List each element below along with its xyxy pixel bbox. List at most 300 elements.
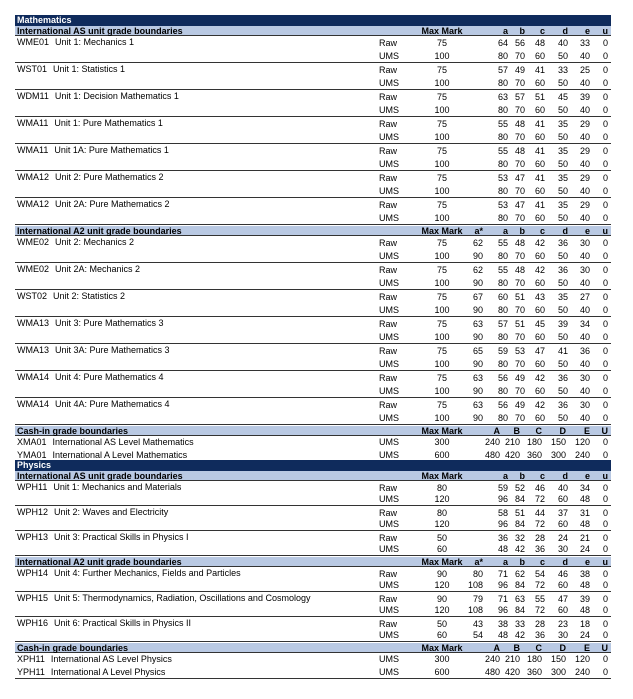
mark-type: UMS <box>379 132 399 142</box>
unit-code: WPH11 <box>17 482 48 492</box>
grade-value: 80 <box>497 132 508 142</box>
grade-value: 70 <box>514 213 525 223</box>
unit-code: WPH15 <box>17 593 49 603</box>
table-row <box>15 264 611 290</box>
grade-line <box>15 400 611 411</box>
unit-name: Unit 4: Further Mechanics, Fields and Particles <box>54 568 241 578</box>
grade-value: 0 <box>602 413 608 423</box>
grade-value: 50 <box>557 413 568 423</box>
grade-line <box>15 667 611 678</box>
max-mark: 75 <box>436 373 447 383</box>
grade-header: a* <box>474 557 483 567</box>
grade-value: 34 <box>579 483 590 493</box>
mark-type: UMS <box>379 359 399 369</box>
mark-type: Raw <box>379 65 398 75</box>
grade-value: 21 <box>579 533 590 543</box>
grade-value: 50 <box>557 51 568 61</box>
grade-value: 60 <box>534 386 545 396</box>
grade-line <box>15 38 611 49</box>
grade-value: 54 <box>472 630 483 640</box>
max-mark: 90 <box>436 594 447 604</box>
grade-line <box>15 213 611 224</box>
section-title: Cash-in grade boundaries <box>17 643 129 653</box>
grade-value: 32 <box>514 533 525 543</box>
grade-value: 0 <box>602 605 608 615</box>
grade-value: 40 <box>579 278 590 288</box>
grade-value: 120 <box>574 437 590 447</box>
unit-name: International A Level Physics <box>50 667 166 677</box>
grade-value: 0 <box>602 292 608 302</box>
grade-value: 58 <box>497 508 508 518</box>
grade-line <box>15 580 611 591</box>
grade-value: 0 <box>602 450 608 460</box>
unit-code: WDM11 <box>17 91 49 101</box>
grade-value: 0 <box>602 38 608 48</box>
grade-value: 40 <box>579 78 590 88</box>
grade-value: 56 <box>514 38 525 48</box>
unit-code: XMA01 <box>17 437 47 447</box>
mark-type: UMS <box>379 251 399 261</box>
grade-header: u <box>602 226 608 236</box>
grade-value: 60 <box>534 186 545 196</box>
grade-value: 53 <box>497 173 508 183</box>
grade-header: d <box>562 557 568 567</box>
grade-value: 55 <box>497 119 508 129</box>
section-title: Cash-in grade boundaries <box>17 426 129 436</box>
grade-line <box>15 332 611 343</box>
unit-code: WMA13 <box>17 318 50 328</box>
grade-line <box>15 569 611 580</box>
grade-value: 70 <box>514 186 525 196</box>
grade-value: 50 <box>557 132 568 142</box>
mark-type: Raw <box>379 373 398 383</box>
grade-line <box>15 359 611 370</box>
grade-value: 55 <box>534 594 545 604</box>
grade-value: 40 <box>579 332 590 342</box>
max-mark: 50 <box>436 533 447 543</box>
grade-value: 420 <box>504 450 520 460</box>
grade-value: 62 <box>514 569 525 579</box>
grade-value: 29 <box>579 119 590 129</box>
grade-value: 24 <box>579 630 590 640</box>
grade-value: 60 <box>534 332 545 342</box>
grade-value: 360 <box>526 667 542 677</box>
grade-value: 90 <box>472 413 483 423</box>
grade-value: 72 <box>534 580 545 590</box>
max-mark: 60 <box>436 544 447 554</box>
grade-value: 49 <box>514 400 525 410</box>
grade-line <box>15 630 611 641</box>
mark-type: Raw <box>379 619 398 629</box>
grade-header: B <box>513 426 520 436</box>
mark-type: Raw <box>379 533 398 543</box>
grade-value: 150 <box>550 437 566 447</box>
grade-header: U <box>601 643 608 653</box>
grade-value: 57 <box>497 65 508 75</box>
grade-value: 80 <box>497 251 508 261</box>
grade-value: 30 <box>579 373 590 383</box>
grade-value: 41 <box>534 173 545 183</box>
grade-value: 0 <box>602 159 608 169</box>
grade-value: 80 <box>497 186 508 196</box>
grade-value: 0 <box>602 238 608 248</box>
grade-value: 40 <box>579 213 590 223</box>
grade-value: 70 <box>514 413 525 423</box>
grade-value: 84 <box>514 580 525 590</box>
max-mark: 75 <box>436 238 447 248</box>
grade-value: 70 <box>514 278 525 288</box>
grade-value: 45 <box>534 319 545 329</box>
unit-name: Unit 4: Pure Mathematics 4 <box>55 372 164 382</box>
grade-value: 0 <box>602 105 608 115</box>
grade-value: 48 <box>534 38 545 48</box>
grade-value: 63 <box>514 594 525 604</box>
grade-value: 70 <box>514 159 525 169</box>
grade-value: 31 <box>579 508 590 518</box>
section-header <box>15 26 611 36</box>
grade-value: 51 <box>514 508 525 518</box>
grade-value: 56 <box>497 400 508 410</box>
grade-value: 60 <box>534 159 545 169</box>
grade-line <box>15 544 611 555</box>
grade-value: 0 <box>602 132 608 142</box>
max-mark: 100 <box>434 305 450 315</box>
grade-value: 29 <box>579 200 590 210</box>
table-row <box>15 291 611 317</box>
grade-value: 47 <box>557 594 568 604</box>
mark-type: Raw <box>379 119 398 129</box>
grade-header: A <box>493 643 500 653</box>
table-row <box>15 532 611 556</box>
grade-value: 50 <box>557 305 568 315</box>
grade-value: 240 <box>484 654 500 664</box>
section-header <box>15 643 611 653</box>
max-mark: 100 <box>434 386 450 396</box>
table-row <box>15 568 611 592</box>
mark-type: Raw <box>379 173 398 183</box>
mark-type: Raw <box>379 38 398 48</box>
grade-value: 70 <box>514 359 525 369</box>
grade-value: 60 <box>534 105 545 115</box>
unit-name: Unit 1A: Pure Mathematics 1 <box>54 145 169 155</box>
grade-value: 0 <box>602 373 608 383</box>
max-mark-header: Max Mark <box>421 643 463 653</box>
subject-header: Physics <box>15 460 611 471</box>
grade-value: 44 <box>534 508 545 518</box>
max-mark: 300 <box>434 654 450 664</box>
grade-value: 70 <box>514 332 525 342</box>
grade-value: 80 <box>497 305 508 315</box>
grade-value: 108 <box>467 580 483 590</box>
grade-header: b <box>519 26 525 36</box>
unit-code: XPH11 <box>17 654 45 664</box>
grade-value: 60 <box>557 580 568 590</box>
grade-value: 70 <box>514 51 525 61</box>
grade-value: 480 <box>484 667 500 677</box>
grade-value: 28 <box>534 533 545 543</box>
grade-value: 108 <box>467 605 483 615</box>
grade-line <box>15 278 611 289</box>
grade-value: 0 <box>602 533 608 543</box>
max-mark: 600 <box>434 667 450 677</box>
grade-value: 0 <box>602 400 608 410</box>
mark-type: Raw <box>379 319 398 329</box>
max-mark: 120 <box>434 580 450 590</box>
mark-type: Raw <box>379 594 398 604</box>
max-mark: 100 <box>434 278 450 288</box>
grade-value: 48 <box>514 146 525 156</box>
grade-value: 40 <box>579 359 590 369</box>
grade-value: 63 <box>472 373 483 383</box>
max-mark: 100 <box>434 132 450 142</box>
unit-code: WPH14 <box>17 568 49 578</box>
grade-value: 27 <box>579 292 590 302</box>
grade-line <box>15 346 611 357</box>
unit-code: YPH11 <box>17 667 45 677</box>
grade-value: 300 <box>550 667 566 677</box>
grade-value: 39 <box>579 594 590 604</box>
grade-value: 80 <box>497 105 508 115</box>
mark-type: UMS <box>379 437 399 447</box>
grade-value: 72 <box>534 605 545 615</box>
grade-value: 52 <box>514 483 525 493</box>
grade-value: 42 <box>534 238 545 248</box>
grade-value: 60 <box>534 251 545 261</box>
grade-header: U <box>601 426 608 436</box>
grade-value: 80 <box>497 213 508 223</box>
max-mark: 75 <box>436 146 447 156</box>
grade-value: 24 <box>579 544 590 554</box>
grade-value: 0 <box>602 186 608 196</box>
grade-value: 30 <box>579 265 590 275</box>
grade-value: 60 <box>557 605 568 615</box>
grade-value: 60 <box>534 78 545 88</box>
table-row <box>15 237 611 263</box>
max-mark: 90 <box>436 569 447 579</box>
grade-value: 57 <box>514 92 525 102</box>
grade-value: 38 <box>497 619 508 629</box>
grade-header: b <box>519 226 525 236</box>
grade-value: 63 <box>472 319 483 329</box>
mark-type: UMS <box>379 386 399 396</box>
grade-value: 60 <box>534 213 545 223</box>
grade-value: 29 <box>579 173 590 183</box>
grade-value: 90 <box>472 305 483 315</box>
unit-code: WME02 <box>17 237 50 247</box>
grade-value: 210 <box>504 437 520 447</box>
table-row <box>15 64 611 90</box>
max-mark: 100 <box>434 251 450 261</box>
table-row <box>15 318 611 344</box>
grade-line <box>15 292 611 303</box>
section-header <box>15 226 611 236</box>
grade-value: 70 <box>514 132 525 142</box>
grade-value: 36 <box>557 265 568 275</box>
grade-value: 30 <box>579 238 590 248</box>
unit-name: Unit 2: Statistics 2 <box>53 291 126 301</box>
table-row <box>15 37 611 63</box>
grade-header: e <box>584 26 590 36</box>
grade-value: 49 <box>514 65 525 75</box>
max-mark: 100 <box>434 213 450 223</box>
section-title: International AS unit grade boundaries <box>17 471 183 481</box>
grade-value: 90 <box>472 359 483 369</box>
grade-value: 37 <box>557 508 568 518</box>
grade-value: 0 <box>602 359 608 369</box>
unit-name: Unit 2: Pure Mathematics 2 <box>55 172 164 182</box>
max-mark: 60 <box>436 630 447 640</box>
unit-name: Unit 1: Mechanics 1 <box>55 37 135 47</box>
mark-type: UMS <box>379 544 399 554</box>
grade-value: 41 <box>534 119 545 129</box>
mark-type: UMS <box>379 305 399 315</box>
grade-value: 180 <box>526 654 542 664</box>
grade-value: 90 <box>472 278 483 288</box>
grade-value: 40 <box>579 186 590 196</box>
grade-value: 40 <box>579 413 590 423</box>
grade-value: 50 <box>557 105 568 115</box>
unit-code: WME01 <box>17 37 50 47</box>
unit-code: WMA13 <box>17 345 50 355</box>
grade-value: 60 <box>557 519 568 529</box>
grade-value: 72 <box>534 494 545 504</box>
mark-type: Raw <box>379 400 398 410</box>
grade-value: 63 <box>497 92 508 102</box>
max-mark: 50 <box>436 619 447 629</box>
grade-value: 0 <box>602 569 608 579</box>
grade-line <box>15 619 611 630</box>
grade-value: 0 <box>602 483 608 493</box>
table-row <box>15 437 611 449</box>
grade-value: 38 <box>579 569 590 579</box>
grade-value: 42 <box>534 265 545 275</box>
table-row <box>15 618 611 642</box>
max-mark: 75 <box>436 400 447 410</box>
grade-value: 96 <box>497 494 508 504</box>
grade-value: 80 <box>497 78 508 88</box>
grade-value: 300 <box>550 450 566 460</box>
grade-value: 60 <box>534 359 545 369</box>
mark-type: Raw <box>379 238 398 248</box>
grade-value: 40 <box>579 251 590 261</box>
section-title: International AS unit grade boundaries <box>17 26 183 36</box>
grade-header: u <box>602 471 608 481</box>
table-row <box>15 372 611 398</box>
grade-value: 48 <box>497 544 508 554</box>
grade-value: 0 <box>602 667 608 677</box>
max-mark: 80 <box>436 508 447 518</box>
grade-value: 90 <box>472 386 483 396</box>
grade-header: c <box>539 226 545 236</box>
grade-header: B <box>513 643 520 653</box>
max-mark: 100 <box>434 51 450 61</box>
grade-value: 40 <box>579 132 590 142</box>
unit-name: Unit 3: Pure Mathematics 3 <box>55 318 164 328</box>
grade-value: 0 <box>602 251 608 261</box>
grade-line <box>15 132 611 143</box>
grade-value: 43 <box>534 292 545 302</box>
grade-value: 80 <box>497 159 508 169</box>
grade-line <box>15 413 611 424</box>
grade-value: 50 <box>557 159 568 169</box>
grade-value: 0 <box>602 654 608 664</box>
unit-code: WMA11 <box>17 145 49 155</box>
unit-name: Unit 1: Mechanics and Materials <box>53 482 182 492</box>
unit-code: WMA14 <box>17 372 50 382</box>
grade-value: 80 <box>472 569 483 579</box>
max-mark-header: Max Mark <box>421 557 463 567</box>
grade-line <box>15 265 611 276</box>
grade-value: 40 <box>579 386 590 396</box>
grade-value: 33 <box>514 619 525 629</box>
unit-name: International AS Level Physics <box>50 654 172 664</box>
grade-value: 55 <box>497 265 508 275</box>
grade-value: 70 <box>514 305 525 315</box>
grade-header: e <box>584 471 590 481</box>
grade-value: 80 <box>497 51 508 61</box>
grade-header: e <box>584 226 590 236</box>
grade-line <box>15 251 611 262</box>
grade-value: 48 <box>579 519 590 529</box>
unit-code: WPH13 <box>17 532 49 542</box>
mark-type: UMS <box>379 630 399 640</box>
unit-code: WMA12 <box>17 172 50 182</box>
max-mark: 300 <box>434 437 450 447</box>
grade-value: 33 <box>557 65 568 75</box>
grade-value: 50 <box>557 359 568 369</box>
grade-value: 0 <box>602 386 608 396</box>
grade-value: 48 <box>497 630 508 640</box>
grade-value: 49 <box>514 373 525 383</box>
grade-value: 0 <box>602 319 608 329</box>
grade-value: 48 <box>579 580 590 590</box>
grade-value: 51 <box>534 92 545 102</box>
grade-value: 39 <box>579 92 590 102</box>
unit-code: WMA12 <box>17 199 50 209</box>
grade-value: 36 <box>497 533 508 543</box>
grade-value: 42 <box>514 630 525 640</box>
max-mark: 75 <box>436 119 447 129</box>
grade-value: 36 <box>557 400 568 410</box>
unit-name: Unit 2A: Pure Mathematics 2 <box>55 199 170 209</box>
grade-header: E <box>583 643 590 653</box>
unit-code: YMA01 <box>17 450 47 460</box>
grade-value: 40 <box>557 38 568 48</box>
grade-value: 0 <box>602 305 608 315</box>
table-row <box>15 345 611 371</box>
table-row <box>15 118 611 144</box>
grade-header: a <box>502 557 508 567</box>
grade-line <box>15 92 611 103</box>
grade-value: 64 <box>497 38 508 48</box>
grade-value: 80 <box>497 278 508 288</box>
grade-value: 40 <box>579 305 590 315</box>
grade-value: 71 <box>497 569 508 579</box>
grade-value: 65 <box>472 346 483 356</box>
mark-type: Raw <box>379 200 398 210</box>
grade-value: 46 <box>557 569 568 579</box>
mark-type: UMS <box>379 605 399 615</box>
grade-line <box>15 483 611 494</box>
grade-value: 30 <box>557 544 568 554</box>
grade-value: 35 <box>557 146 568 156</box>
grade-value: 30 <box>557 630 568 640</box>
grade-value: 120 <box>574 654 590 664</box>
grade-value: 80 <box>497 413 508 423</box>
max-mark: 100 <box>434 413 450 423</box>
grade-value: 84 <box>514 519 525 529</box>
grade-header: a <box>502 226 508 236</box>
